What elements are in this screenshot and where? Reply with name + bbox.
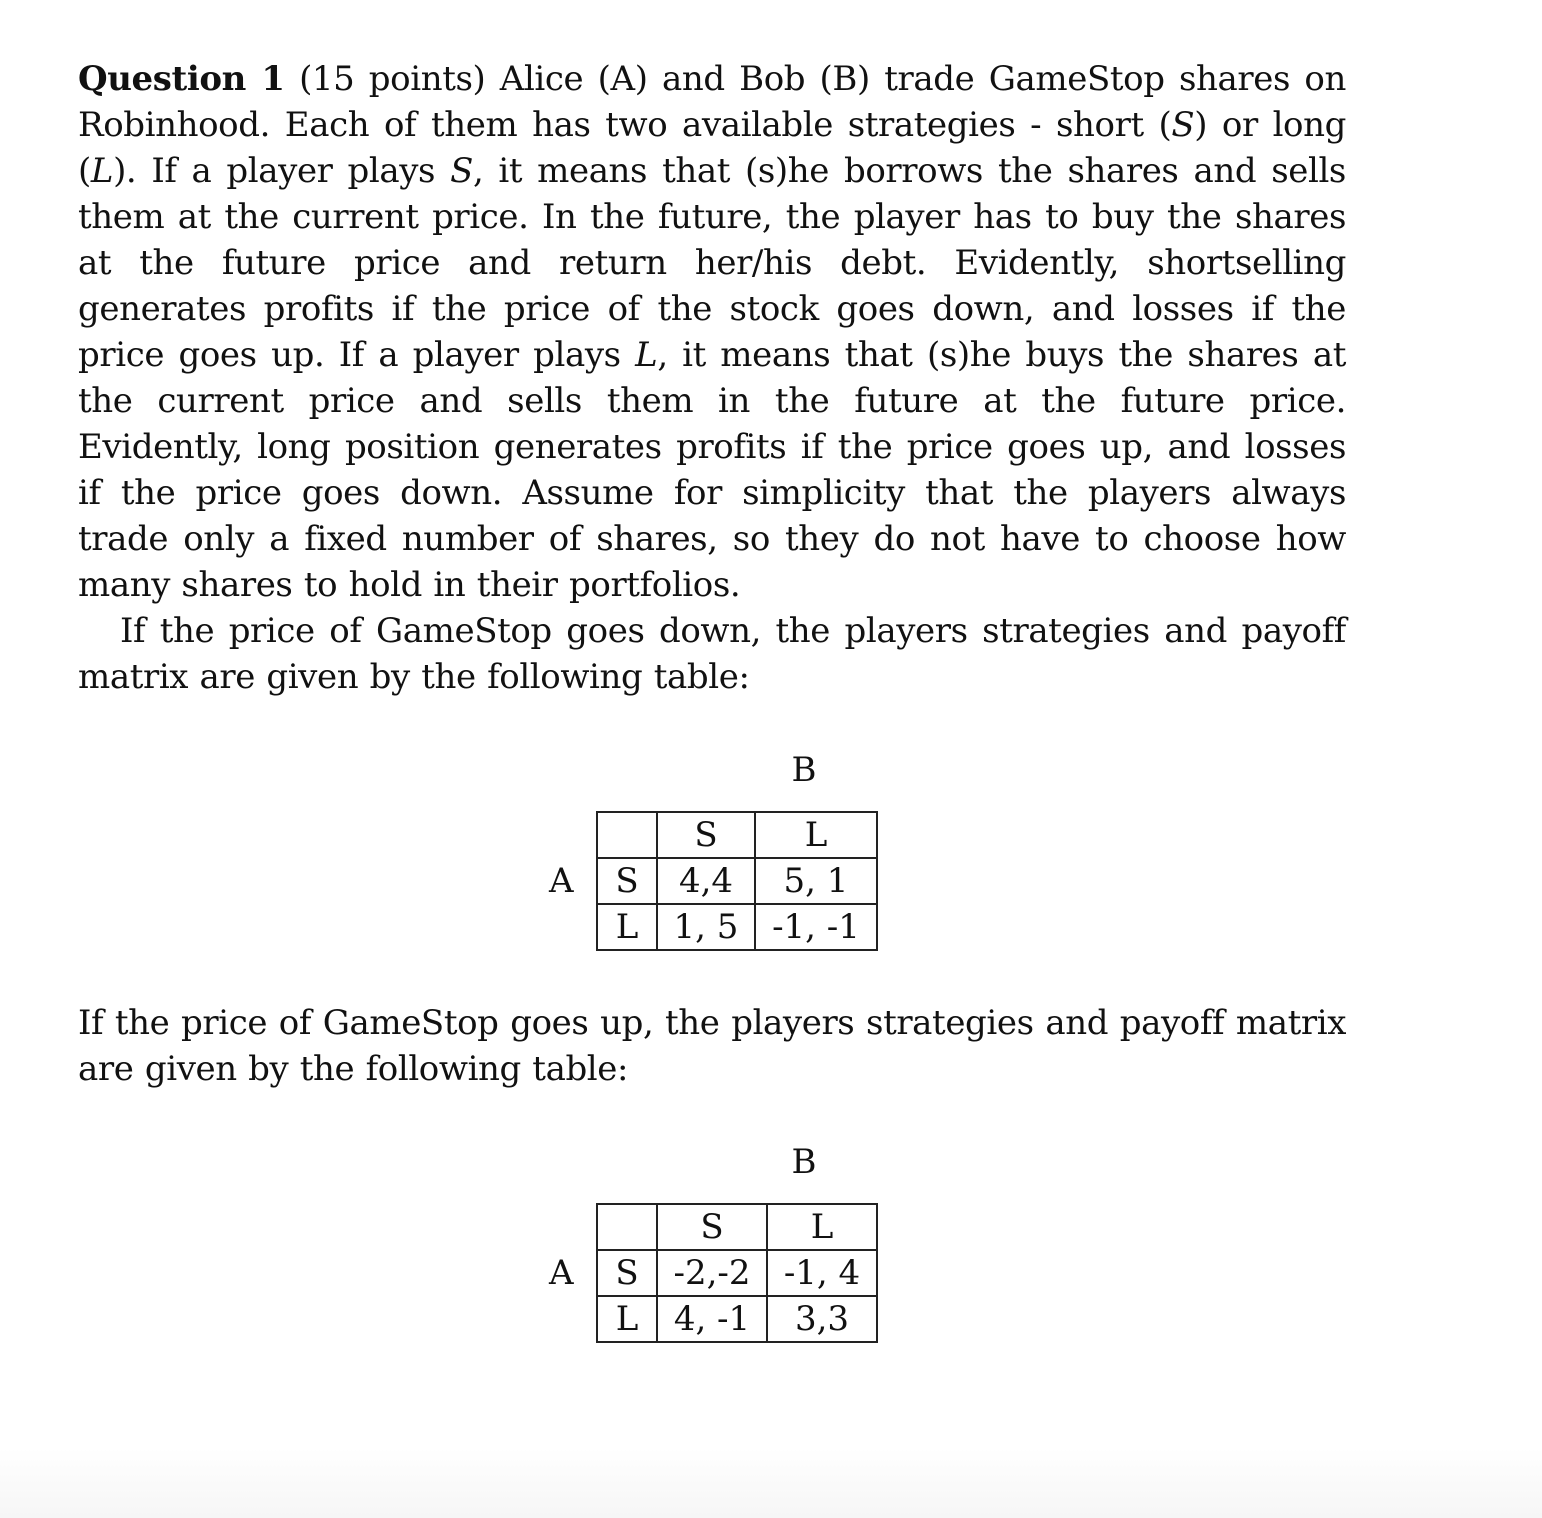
payoff-cell: 5, 1 [755, 858, 877, 904]
price-down-paragraph: If the price of GameStop goes down, the players strategies and payoff matrix are given by the following table: [78, 611, 1346, 697]
table-header-row [597, 812, 877, 858]
intro-text-3: ). If a player plays [113, 151, 451, 191]
price-up-paragraph: If the price of GameStop goes up, the players strategies and payoff matrix are given by the following table: [78, 1003, 1346, 1089]
payoff-cell: 1, 5 [657, 904, 755, 950]
strategy-symbol-l: L [90, 151, 114, 191]
payoff-table-down [596, 811, 878, 951]
table-row [597, 858, 877, 904]
column-header: L [767, 1204, 877, 1250]
strategy-symbol-s: S [450, 151, 473, 191]
intro-text-5: , it means that (s)he buys the shares at the current price and sells them in the future at the future price. Evidently, long position generates profits if the price goes up, and losses if the price goes down. Assume for simplicity that the players always trade only a fixed number of shares, so they do not have to choose how many shares to hold in their portfolios. [78, 335, 1346, 605]
column-header: L [755, 812, 877, 858]
row-player-label: A [549, 1253, 574, 1293]
row-header: S [597, 1250, 657, 1296]
column-header: S [657, 812, 755, 858]
corner-cell [597, 812, 657, 858]
payoff-cell: -1, 4 [767, 1250, 877, 1296]
payoff-cell: -1, -1 [755, 904, 877, 950]
question-intro-paragraph [78, 56, 1346, 608]
payoff-cell: 3,3 [767, 1296, 877, 1342]
table-header-row [597, 1204, 877, 1250]
corner-cell [597, 1204, 657, 1250]
table-row [597, 1296, 877, 1342]
row-header: L [597, 1296, 657, 1342]
row-header: S [597, 858, 657, 904]
payoff-cell: -2,-2 [657, 1250, 767, 1296]
intro-text-1: Alice (A) and Bob (B) trade GameStop shares on Robinhood. Each of them has two available strategies - short ( [78, 59, 1346, 145]
question-points: (15 points) [299, 59, 486, 99]
question-label: Question 1 [78, 59, 285, 99]
row-header: L [597, 904, 657, 950]
page-bottom-shade [0, 1448, 1542, 1518]
strategy-symbol-s: S [1171, 105, 1195, 145]
strategy-symbol-l: L [635, 335, 658, 375]
intro-text-4: , it means that (s)he borrows the shares and sells them at the current price. In the future, the player has to buy the shares at the future price and return her/his debt. Evidently, shortselling generates profits if the price of the stock goes down, and losses if the price goes up. If a player plays [78, 151, 1346, 375]
payoff-cell: 4,4 [657, 858, 755, 904]
column-header: S [657, 1204, 767, 1250]
table-row [597, 904, 877, 950]
intro-text-2: ) or long ( [78, 105, 1346, 191]
table-row [597, 1250, 877, 1296]
question-text-block [78, 56, 1346, 700]
payoff-table-up [596, 1203, 878, 1343]
row-player-label: A [549, 861, 574, 901]
column-player-label: B [791, 750, 817, 790]
column-player-label: B [791, 1142, 817, 1182]
payoff-cell: 4, -1 [657, 1296, 767, 1342]
